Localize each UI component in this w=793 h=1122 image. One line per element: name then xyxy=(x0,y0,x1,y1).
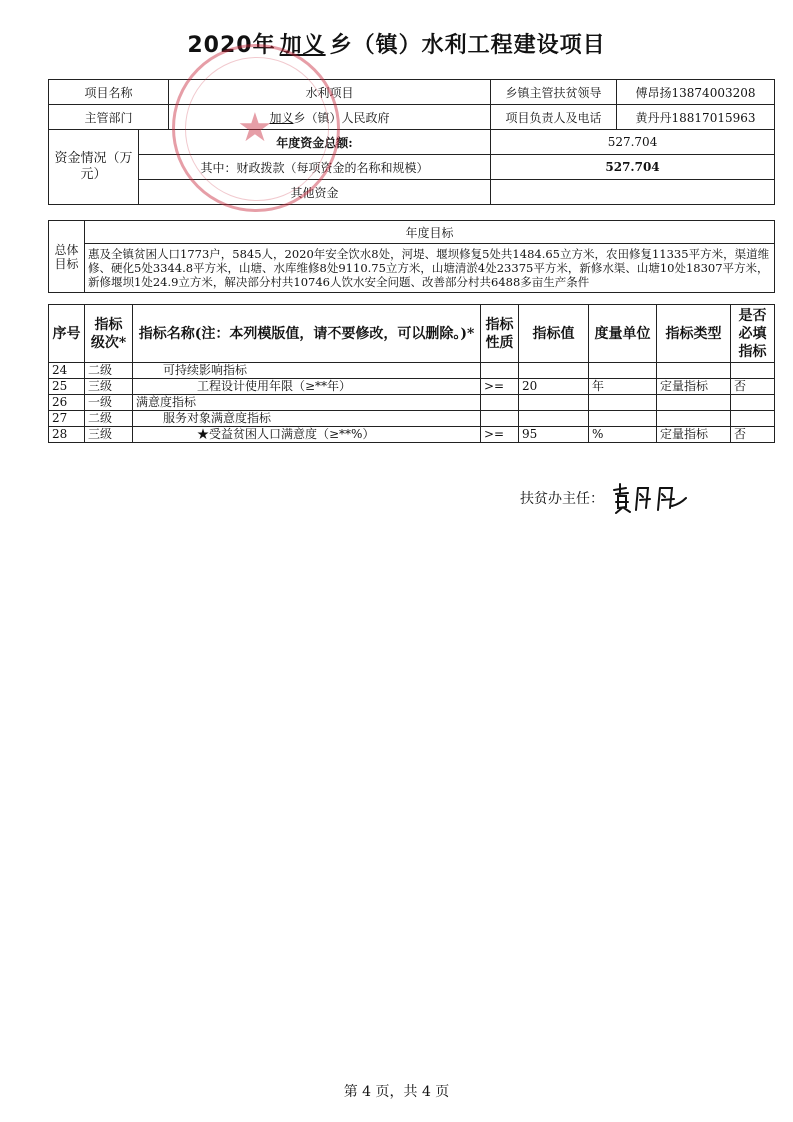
header-type: 指标类型 xyxy=(657,305,731,363)
header-nature: 指标性质 xyxy=(481,305,519,363)
row-seq: 27 xyxy=(49,411,85,427)
header-seq: 序号 xyxy=(49,305,85,363)
table-row xyxy=(49,427,775,443)
header-unit: 度量单位 xyxy=(589,305,657,363)
other-funds-label: 其他资金 xyxy=(139,180,491,205)
row-value: 95 xyxy=(519,427,589,443)
annual-goal-text: 惠及全镇贫困人口1773户，5845人，2020年安全饮水8处，河堤、堰坝修复5处共1484.65立方米，农田修复11335平方米，渠道维修、硬化5处3344.8平方米，山塘、水库维修8处9110.75立方米，山塘清淤4处23375平方米，新修水渠、山塘10处18307平方米，新修堰坝1处24.9立方米，解决部分村共10746人饮水安全问题、改善部分村共6488多亩生产条件 xyxy=(85,244,775,293)
header-required: 是否必填指标 xyxy=(731,305,775,363)
row-level: 三级 xyxy=(85,427,133,443)
row-name: 服务对象满意度指标 xyxy=(133,411,481,427)
row-name: ★受益贫困人口满意度（≥**%） xyxy=(133,427,481,443)
row-value xyxy=(519,363,589,379)
row-level: 二级 xyxy=(85,363,133,379)
row-level: 一级 xyxy=(85,395,133,411)
row-name: 满意度指标 xyxy=(133,395,481,411)
row-name: 可持续影响指标 xyxy=(133,363,481,379)
table-row xyxy=(49,395,775,411)
project-info-table xyxy=(48,79,775,205)
row-nature xyxy=(481,395,519,411)
town-leader-label: 乡镇主管扶贫领导 xyxy=(491,80,617,105)
row-seq: 25 xyxy=(49,379,85,395)
row-required: 否 xyxy=(731,379,775,395)
row-nature: >= xyxy=(481,379,519,395)
row-unit xyxy=(589,411,657,427)
town-leader-value: 傅昂扬13874003208 xyxy=(617,80,775,105)
table-row xyxy=(49,411,775,427)
manager-value: 黄丹丹18817015963 xyxy=(617,105,775,130)
fiscal-funds-value: 527.704 xyxy=(491,155,775,180)
row-value xyxy=(519,411,589,427)
title-suffix: 乡（镇）水利工程建设项目 xyxy=(329,33,606,58)
total-funds-value: 527.704 xyxy=(491,130,775,155)
row-value: 20 xyxy=(519,379,589,395)
row-seq: 26 xyxy=(49,395,85,411)
row-type xyxy=(657,411,731,427)
annual-goal-label: 年度目标 xyxy=(85,221,775,244)
manager-label: 项目负责人及电话 xyxy=(491,105,617,130)
signature-label: 扶贫办主任： xyxy=(520,491,604,507)
goal-side-label: 总体目标 xyxy=(49,221,85,293)
table-row xyxy=(49,379,775,395)
header-value: 指标值 xyxy=(519,305,589,363)
fiscal-funds-label: 其中：财政拨款（每项资金的名称和规模） xyxy=(139,155,491,180)
dept-label: 主管部门 xyxy=(49,105,169,130)
seal-star-icon: ★ xyxy=(237,105,273,151)
title-year: 2020年 xyxy=(187,33,276,58)
page-title xyxy=(0,28,793,59)
row-type: 定量指标 xyxy=(657,379,731,395)
row-unit xyxy=(589,395,657,411)
row-unit: 年 xyxy=(589,379,657,395)
table-row xyxy=(49,363,775,379)
other-funds-value xyxy=(491,180,775,205)
header-level: 指标级次* xyxy=(85,305,133,363)
row-type xyxy=(657,363,731,379)
dept-suffix: 乡（镇）人民政府 xyxy=(293,110,390,125)
row-nature: >= xyxy=(481,427,519,443)
handwritten-signature xyxy=(610,480,690,514)
title-town: 加义 xyxy=(279,33,326,58)
row-unit xyxy=(589,363,657,379)
indicator-table xyxy=(48,304,775,443)
row-value xyxy=(519,395,589,411)
dept-town: 加义 xyxy=(269,110,294,125)
row-level: 三级 xyxy=(85,379,133,395)
row-required: 否 xyxy=(731,427,775,443)
row-type xyxy=(657,395,731,411)
row-seq: 24 xyxy=(49,363,85,379)
header-name: 指标名称(注：本列模版值，请不要修改，可以删除。)* xyxy=(133,305,481,363)
row-required xyxy=(731,411,775,427)
dept-value xyxy=(169,105,491,130)
row-unit: % xyxy=(589,427,657,443)
goal-table xyxy=(48,220,775,293)
page-footer: 第 4 页，共 4 页 xyxy=(343,1084,450,1100)
row-type: 定量指标 xyxy=(657,427,731,443)
row-required xyxy=(731,363,775,379)
row-nature xyxy=(481,363,519,379)
row-seq: 28 xyxy=(49,427,85,443)
project-name-label: 项目名称 xyxy=(49,80,169,105)
row-required xyxy=(731,395,775,411)
row-name: 工程设计使用年限（≥**年） xyxy=(133,379,481,395)
row-nature xyxy=(481,411,519,427)
row-level: 二级 xyxy=(85,411,133,427)
project-name-value: 水利项目 xyxy=(169,80,491,105)
funds-label: 资金情况（万元） xyxy=(49,130,139,205)
indicator-header-row xyxy=(49,305,775,363)
total-funds-label: 年度资金总额: xyxy=(139,130,491,155)
